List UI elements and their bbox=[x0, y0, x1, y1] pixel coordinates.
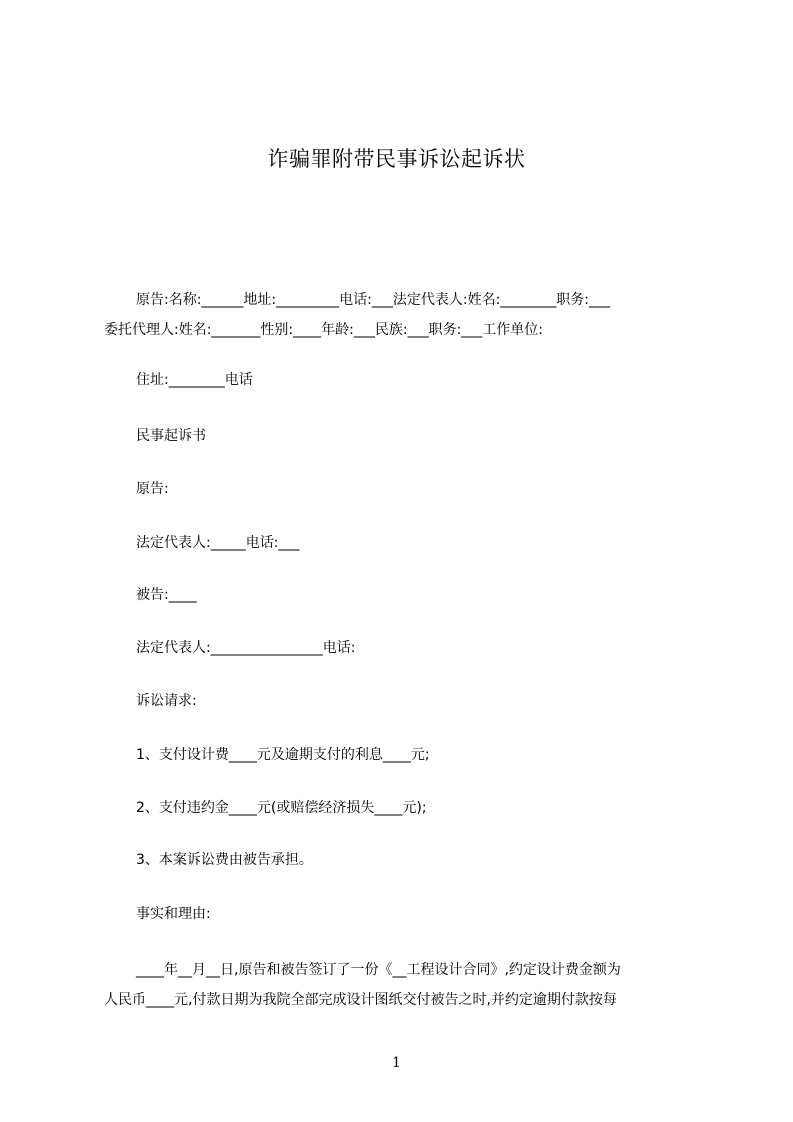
paragraph-facts-heading: 事实和理由: bbox=[136, 906, 211, 922]
plaintiff-info-line: 原告:名称:______地址:_________电话:___法定代表人:姓名:________职务:___ bbox=[136, 292, 611, 308]
facts-line-1: ____年__月__日,原告和被告签订了一份《__工程设计合同》,约定设计费金额为 bbox=[136, 962, 621, 978]
paragraph-claims-heading: 诉讼请求: bbox=[136, 693, 197, 709]
facts-block bbox=[104, 955, 702, 1015]
paragraph-claim-3: 3、本案诉讼费由被告承担。 bbox=[136, 852, 313, 868]
document-title: 诈骗罪附带民事诉讼起诉状 bbox=[267, 147, 526, 171]
agent-info-line: 委托代理人:姓名:_______性别:____年龄:___民族:___职务:___工作单位: bbox=[104, 322, 544, 338]
facts-line-2: 人民币____元,付款日期为我院全部完成设计图纸交付被告之时,并约定逾期付款按每 bbox=[104, 992, 617, 1008]
paragraph-plaintiff: 原告: bbox=[136, 481, 169, 497]
paragraph-plaintiff-representative: 法定代表人:_____电话:___ bbox=[136, 535, 300, 551]
paragraph-address: 住址:________电话 bbox=[136, 372, 253, 388]
paragraph-defendant: 被告:____ bbox=[136, 587, 197, 603]
paragraph-claim-1: 1、支付设计费____元及逾期支付的利息____元; bbox=[136, 747, 430, 763]
paragraph-defendant-representative: 法定代表人:________________电话: bbox=[136, 640, 356, 656]
paragraph-civil-complaint: 民事起诉书 bbox=[136, 428, 206, 444]
parties-block bbox=[104, 285, 702, 345]
paragraph-claim-2: 2、支付违约金____元(或赔偿经济损失____元); bbox=[136, 800, 427, 816]
page-number: 1 bbox=[392, 1055, 401, 1071]
